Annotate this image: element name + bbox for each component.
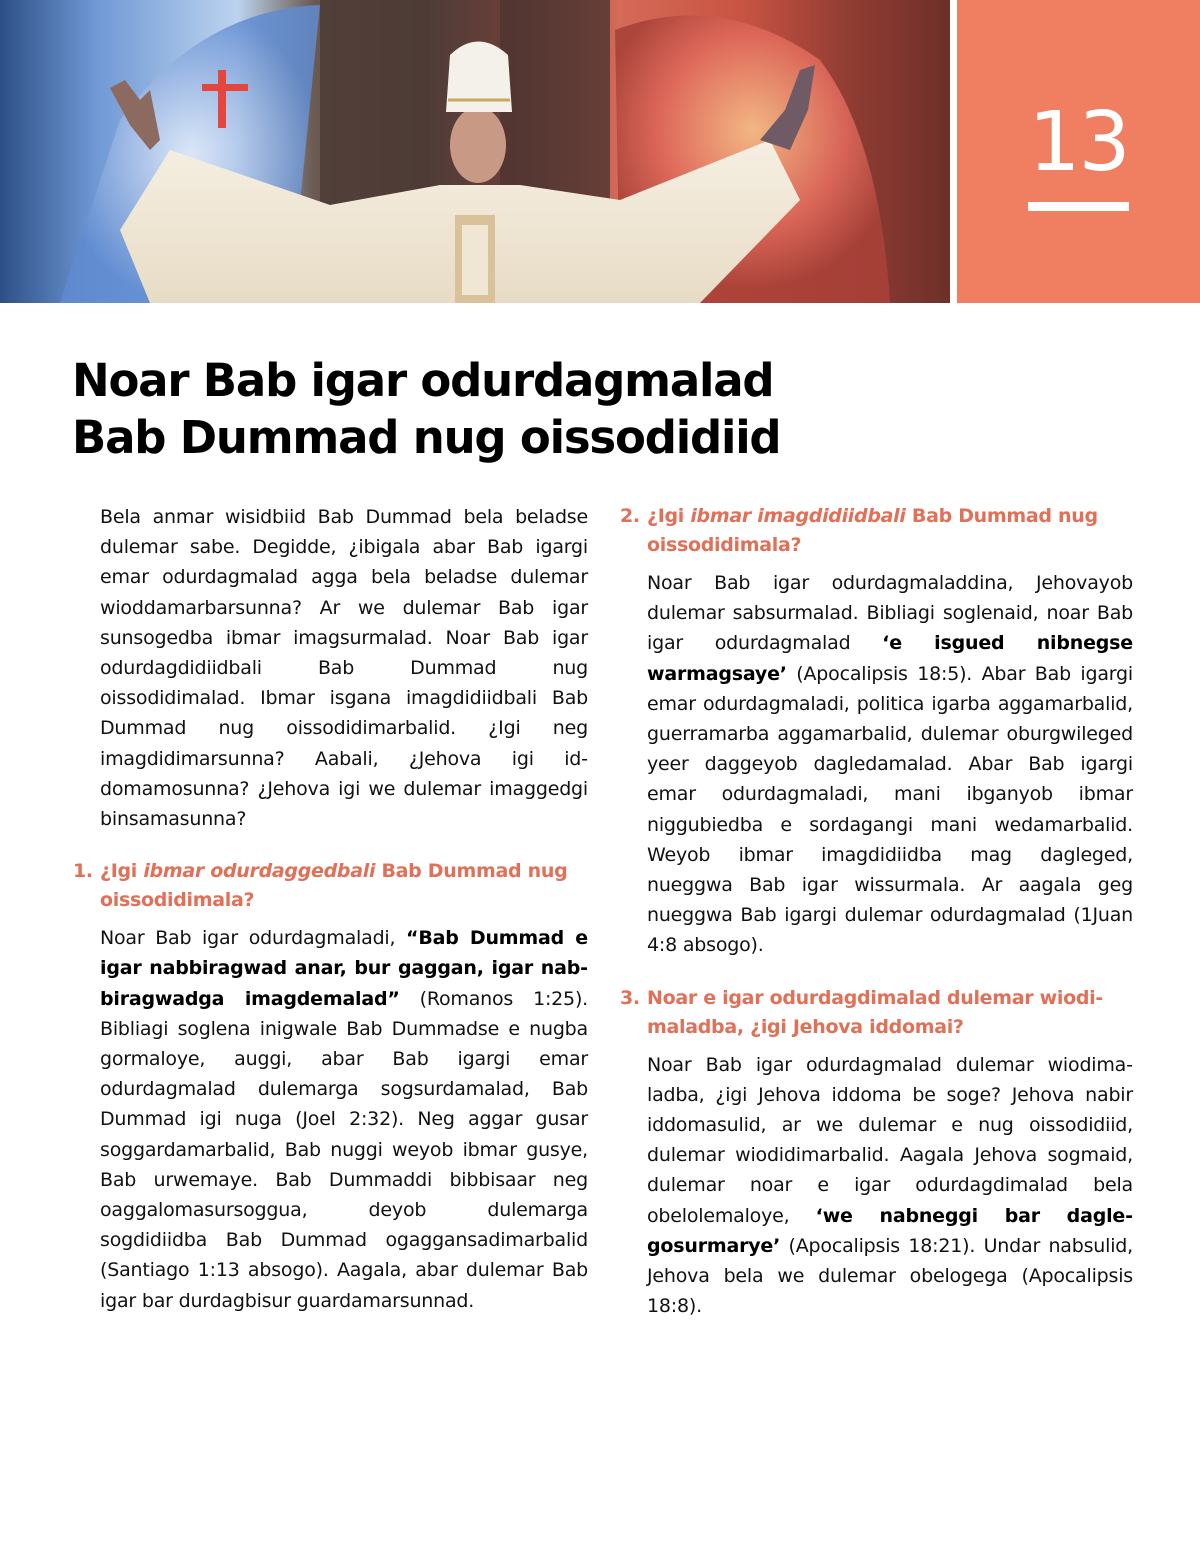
chapter-number-box bbox=[957, 0, 1200, 303]
question-1-heading: 1. ¿Igi ibmar odurdaggedbali Bab Dummad nug oissodidimala? bbox=[73, 857, 588, 915]
title-line-2: Bab Dummad nug oissodidiid bbox=[72, 411, 781, 464]
question-number: 2. bbox=[620, 505, 640, 527]
question-3-heading: 3. Noar e igar odurdagdimalad dulemar wiodimaladba, ¿igi Jehova iddomai? bbox=[620, 984, 1133, 1042]
left-column bbox=[73, 502, 588, 1316]
question-2-heading: 2. ¿Igi ibmar imagdidiidbali Bab Dummad nug oissodidimala? bbox=[620, 502, 1133, 560]
bishop-illustration bbox=[0, 0, 950, 303]
answer-2-paragraph: Noar Bab igar odurdagmaladdina, Jehovayob dulemar sabsurmalad. Bibliagi soglenaid, noar Bab igar odurdagmalad ‘e isgued nibnegse warmagsaye’ (Apocalipsis 18:5). Abar Bab igargi emar odurdagmaladi, politica igarba aggamarbalid, guerramarba aggamarbalid, dulemar oburgwileged yeer daggeyob dagledamalad. Abar Bab igargi emar odurdagmaladi, mani ibganyob ibmar niggubiedba e sordagangi mani wedamarbalid. Weyob ibmar imagdidiidba mag dagleged, nueggwa Bab igar wissurmala. Ar aagala geg nueggwa Bab igargi dulemar odurdagmalad (1Juan 4:8 absogo). bbox=[647, 572, 1133, 957]
quoted-scripture: “Bab Dummad e igar nabbiragwad anar, bur gaggan, igar nabbiragwadga imagdemalad” bbox=[100, 927, 588, 1010]
answer-3-paragraph: Noar Bab igar odurdagmalad dulemar wiodimaladba, ¿igi Jehova iddoma be soge? Jehova nabir iddomasulid, ar we dulemar e nug oissodidiid, dulemar wiodidimarbalid. Aagala Jehova sogmaid, dulemar noar e igar odurdagdimalad bela obelolemaloye, ‘we nabneggi bar daglegosurmarye’ (Apocalipsis 18:21). Undar nabsulid, Jehova bela we dulemar obelogega (Apocalipsis 18:8). bbox=[647, 1053, 1133, 1318]
intro-paragraph: Bela anmar wisidbiid Bab Dummad bela beladse dulemar sabe. Degidde, ¿ibigala abar Bab igargi emar odurdagmalad agga bela beladse dulemar wioddamarbarsunna? Ar we dulemar Bab igar sunsogedba ibmar imagsurmalad. Noar Bab igar odurdagdidiidbali Bab Dummad nug oissodidimalad. Ibmar isgana imagdidiidbali Bab Dummad nug oissodidimarbalid. ¿Igi neg imagdidimarsunna? Aabali, ¿Jehova igi iddomamosunna? ¿Jehova igi we dulemar imaggedgi binsamasunna? bbox=[100, 506, 588, 831]
answer-1-paragraph: Noar Bab igar odurdagmaladi, “Bab Dummad e igar nabbiragwad anar, bur gaggan, igar nabbiragwadga imagdemalad” (Romanos 1:25). Bibliagi soglena inigwale Bab Dummadse e nugba gormaloye, auggi, abar Bab igargi emar odurdagmalad dulemarga sogsurdamalad, Bab Dummad igi nuga (Joel 2:32). Neg aggar gusar soggardamarbalid, Bab nuggi weyob ibmar gusye, Bab urwemaye. Bab Dummaddi bibbisaar neg oaggalomasursoggua, deyob dulemarga sogdidiidba Bab Dummad ogaggansadimarbalid (Santiago 1:13 absogo). Aagala, abar dulemar Bab igar bar durdagbisur guardamarsunnad. bbox=[100, 927, 588, 1312]
chapter-underline bbox=[1028, 202, 1129, 211]
title-line-1: Noar Bab igar odurdagmalad bbox=[72, 354, 774, 407]
hero-image bbox=[0, 0, 950, 303]
quoted-scripture: ‘we nabneggi bar daglegosurmarye’ bbox=[647, 1204, 1133, 1257]
question-number: 1. bbox=[73, 860, 93, 883]
page-title bbox=[72, 352, 972, 466]
quoted-scripture: ‘e isgued nibnegse warmagsaye’ bbox=[647, 632, 1133, 685]
chapter-number: 13 bbox=[1028, 95, 1129, 190]
right-column bbox=[620, 502, 1133, 1321]
question-number: 3. bbox=[620, 986, 640, 1009]
